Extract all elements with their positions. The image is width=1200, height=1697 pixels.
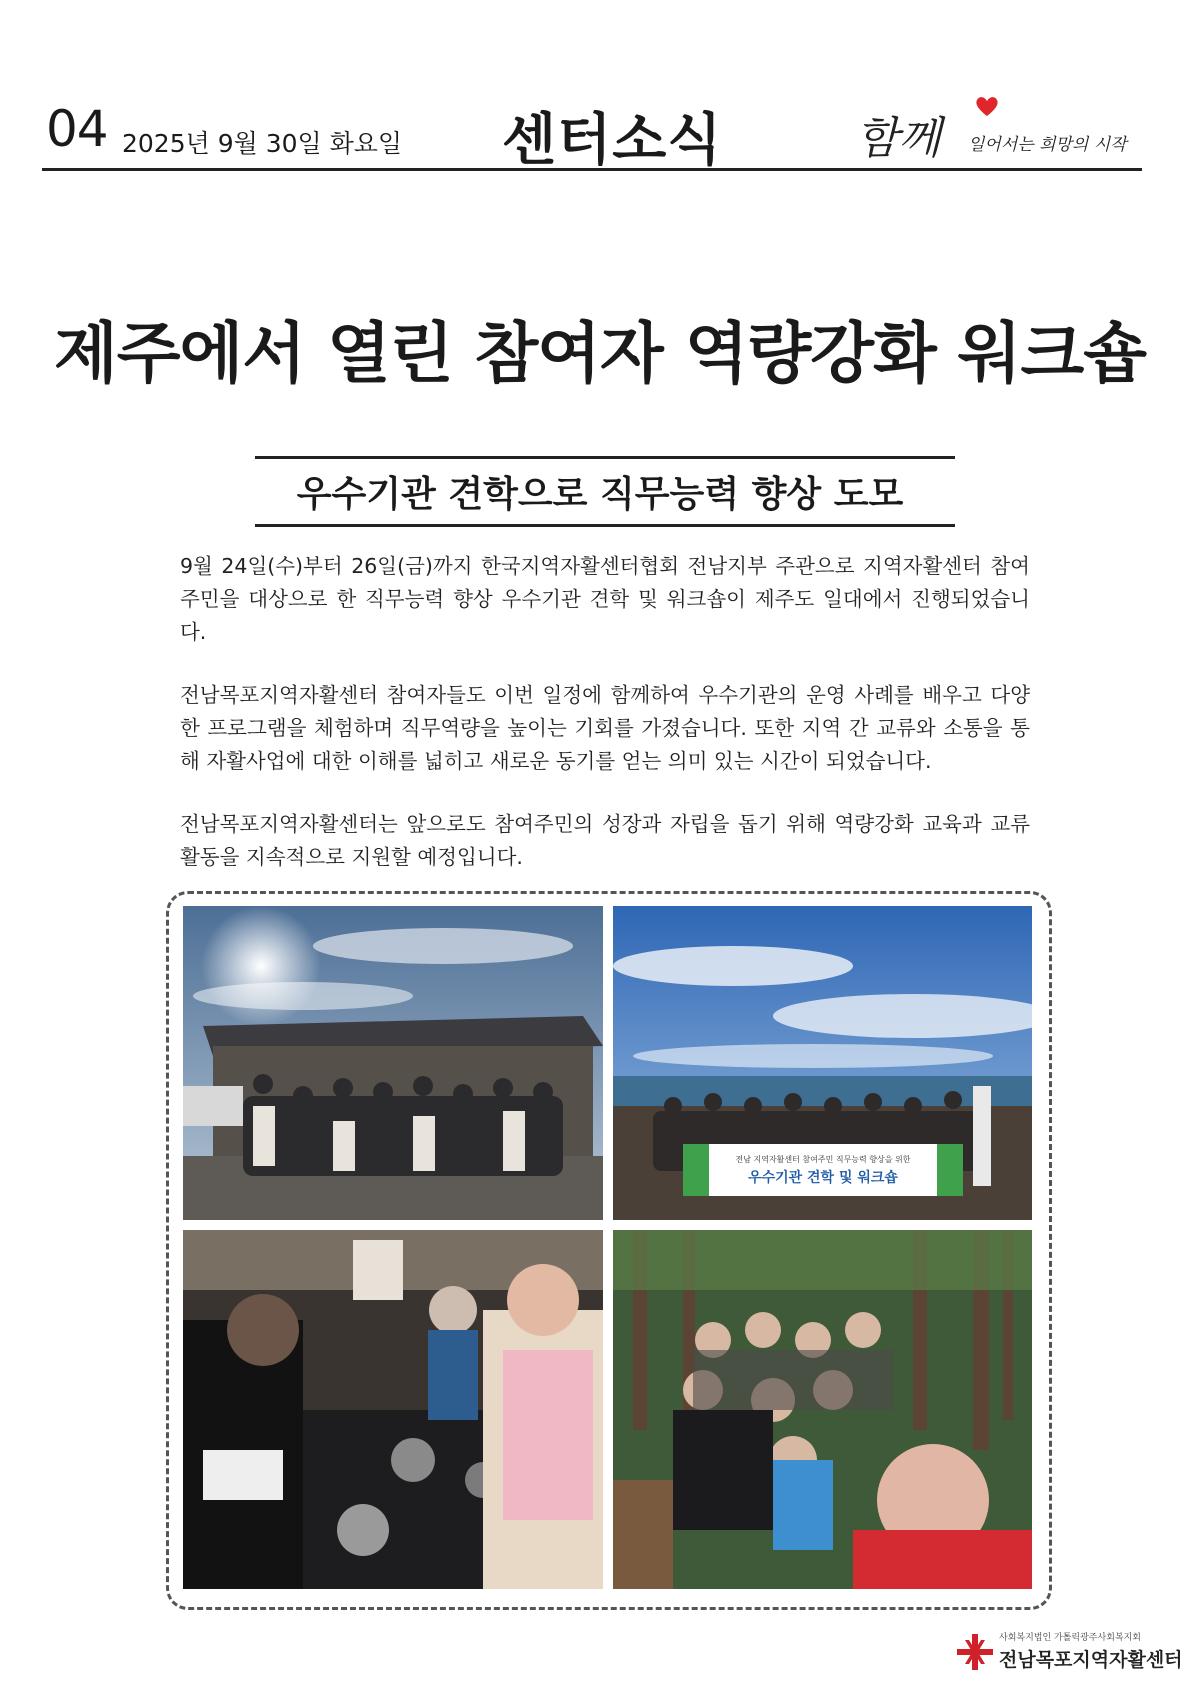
page-header [42,92,1142,171]
section-title: 센터소식 [502,108,723,173]
banner-line-2: 우수기관 견학 및 워크숍 [748,1170,898,1186]
article-body [180,550,1030,904]
issue-date: 2025년 9월 30일 화요일 [122,129,403,158]
slogan-sub: 일어서는 희망의 시작 [968,135,1127,155]
slogan-main: 함께 [856,113,942,164]
caritas-cross-icon [955,1632,995,1672]
slogan-logo [856,96,1136,166]
footer-org-logo [955,1628,1183,1678]
paragraph-1: 9월 24일(수)부터 26일(금)까지 한국지역자활센터협회 전남지부 주관으로 지역자활센터 참여주민을 대상으로 한 직무능력 향상 우수기관 견학 및 워크숍이 제주도 일대에서 진행되었습니다. [180,554,1030,644]
footer-org-name: 전남목포지역자활센터 [999,1649,1183,1671]
banner-line-1: 전남 지역자활센터 참여주민 직무능력 향상을 위한 [735,1155,911,1164]
photo-group-building [183,906,603,1220]
article-title: 제주에서 열린 참여자 역량강화 워크숍 [53,315,1146,392]
subtitle-top-rule [255,456,955,459]
paragraph-2: 전남목포지역자활센터 참여자들도 이번 일정에 함께하여 우수기관의 운영 사례를 배우고 다양한 프로그램을 체험하며 직무역량을 높이는 기회를 가졌습니다. 또한 지역 간 교류와 소통을 통해 자활사업에 대한 이해를 넓히고 새로운 동기를 얻는 의미 있는 시간이 되었습니다. [180,683,1030,773]
photo-forest-selfie [613,1230,1032,1589]
photo-cooking-class [183,1230,603,1589]
article-subtitle: 우수기관 견학으로 직무능력 향상 도모 [296,474,904,515]
subtitle-bottom-rule [255,524,955,527]
page-number: 04 [46,100,108,158]
footer-org-parent: 사회복지법인 가톨릭광주사회복지회 [999,1633,1141,1643]
photo-group-banner [613,906,1032,1220]
heart-icon [974,94,1000,118]
paragraph-3: 전남목포지역자활센터는 앞으로도 참여주민의 성장과 자립을 돕기 위해 역량강화 교육과 교류 활동을 지속적으로 지원할 예정입니다. [180,812,1030,869]
